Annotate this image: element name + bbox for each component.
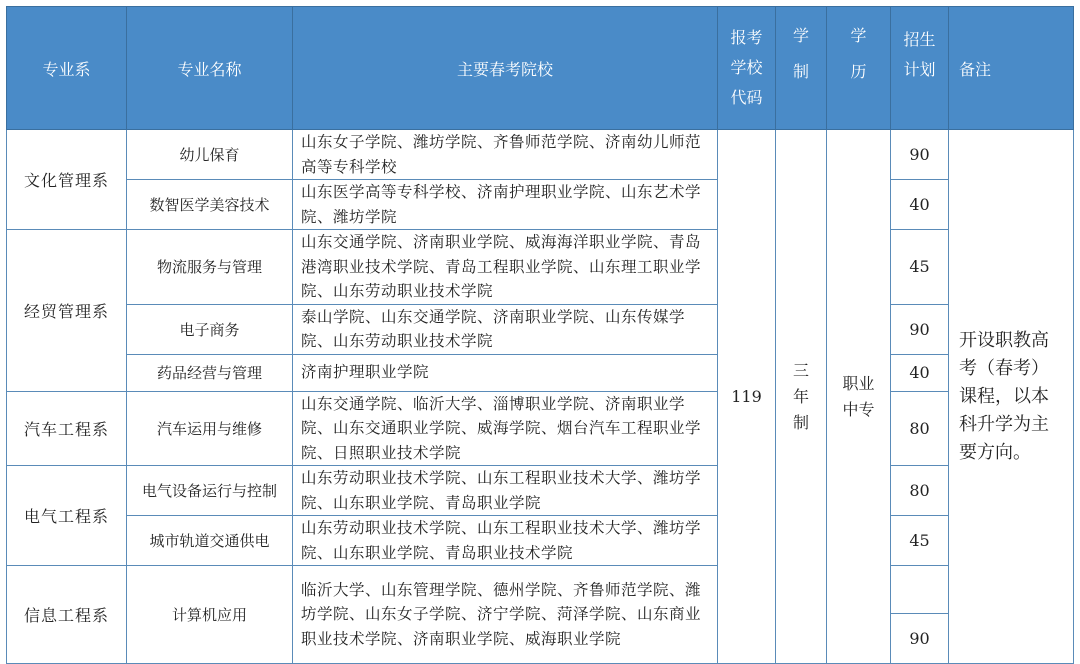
header-education (827, 7, 891, 130)
education-cell (827, 130, 891, 664)
header-education-line: 学 (850, 26, 867, 45)
header-plan (891, 7, 949, 130)
admission-table (6, 6, 1074, 664)
major-cell: 幼儿保育 (127, 130, 293, 180)
header-education-line: 历 (850, 62, 867, 81)
header-plan-line: 计划 (903, 60, 936, 79)
education-line: 中专 (842, 399, 875, 419)
plan-blank-cell (891, 566, 949, 614)
admission-table-container (6, 6, 1074, 664)
major-cell: 电子商务 (127, 304, 293, 354)
major-cell: 药品经营与管理 (127, 354, 293, 391)
table-row (7, 566, 1074, 614)
header-row (7, 7, 1074, 130)
table-row (7, 391, 1074, 466)
department-cell: 经贸管理系 (7, 230, 127, 392)
plan-cell: 90 (891, 614, 949, 664)
header-remark: 备注 (949, 7, 1074, 130)
plan-cell: 45 (891, 516, 949, 566)
table-row (7, 354, 1074, 391)
table-row (7, 304, 1074, 354)
header-duration-line: 学 (792, 26, 809, 45)
header-plan-line: 招生 (903, 30, 936, 49)
plan-cell: 40 (891, 180, 949, 230)
remark-cell: 开设职教高考（春考）课程，以本科升学为主要方向。 (949, 130, 1074, 664)
header-code (718, 7, 776, 130)
plan-cell: 45 (891, 230, 949, 305)
department-cell: 电气工程系 (7, 466, 127, 566)
schools-cell: 山东交通学院、临沂大学、淄博职业学院、济南职业学院、山东交通职业学院、威海学院、烟台汽车工程职业学院、日照职业技术学院 (293, 391, 718, 466)
header-duration-line: 制 (792, 62, 809, 81)
header-department: 专业系 (7, 7, 127, 130)
table-row (7, 516, 1074, 566)
schools-cell: 泰山学院、山东交通学院、济南职业学院、山东传媒学院、山东劳动职业技术学院 (293, 304, 718, 354)
schools-cell: 山东交通学院、济南职业学院、威海海洋职业学院、青岛港湾职业技术学院、青岛工程职业学院、山东理工职业学院、山东劳动职业技术学院 (293, 230, 718, 305)
schools-cell: 山东女子学院、潍坊学院、齐鲁师范学院、济南幼儿师范高等专科学校 (293, 130, 718, 180)
duration-char: 制 (792, 412, 809, 432)
plan-cell: 80 (891, 466, 949, 516)
department-cell: 文化管理系 (7, 130, 127, 230)
duration-cell (776, 130, 827, 664)
major-cell: 电气设备运行与控制 (127, 466, 293, 516)
schools-cell: 济南护理职业学院 (293, 354, 718, 391)
header-duration (776, 7, 827, 130)
table-row (7, 230, 1074, 305)
education-line: 职业 (842, 373, 875, 393)
table-row (7, 466, 1074, 516)
header-code-line: 代码 (730, 88, 763, 107)
header-code-line: 学校 (730, 58, 763, 77)
major-cell: 数智医学美容技术 (127, 180, 293, 230)
duration-char: 三 (792, 360, 809, 380)
plan-cell: 90 (891, 304, 949, 354)
duration-char: 年 (792, 386, 809, 406)
department-cell: 信息工程系 (7, 566, 127, 664)
major-cell: 计算机应用 (127, 566, 293, 664)
department-cell: 汽车工程系 (7, 391, 127, 466)
major-cell: 城市轨道交通供电 (127, 516, 293, 566)
schools-cell: 山东医学高等专科学校、济南护理职业学院、山东艺术学院、潍坊学院 (293, 180, 718, 230)
major-cell: 汽车运用与维修 (127, 391, 293, 466)
plan-cell: 40 (891, 354, 949, 391)
header-major: 专业名称 (127, 7, 293, 130)
school-code-cell: 119 (718, 130, 776, 664)
schools-cell: 山东劳动职业技术学院、山东工程职业技术大学、潍坊学院、山东职业学院、青岛职业技术学院 (293, 516, 718, 566)
header-code-line: 报考 (730, 28, 763, 47)
table-row (7, 180, 1074, 230)
major-cell: 物流服务与管理 (127, 230, 293, 305)
header-schools: 主要春考院校 (293, 7, 718, 130)
plan-cell: 80 (891, 391, 949, 466)
schools-cell: 临沂大学、山东管理学院、德州学院、齐鲁师范学院、潍坊学院、山东女子学院、济宁学院、菏泽学院、山东商业职业技术学院、济南职业学院、威海职业学院 (293, 566, 718, 664)
schools-cell: 山东劳动职业技术学院、山东工程职业技术大学、潍坊学院、山东职业学院、青岛职业学院 (293, 466, 718, 516)
plan-cell: 90 (891, 130, 949, 180)
table-row (7, 130, 1074, 180)
